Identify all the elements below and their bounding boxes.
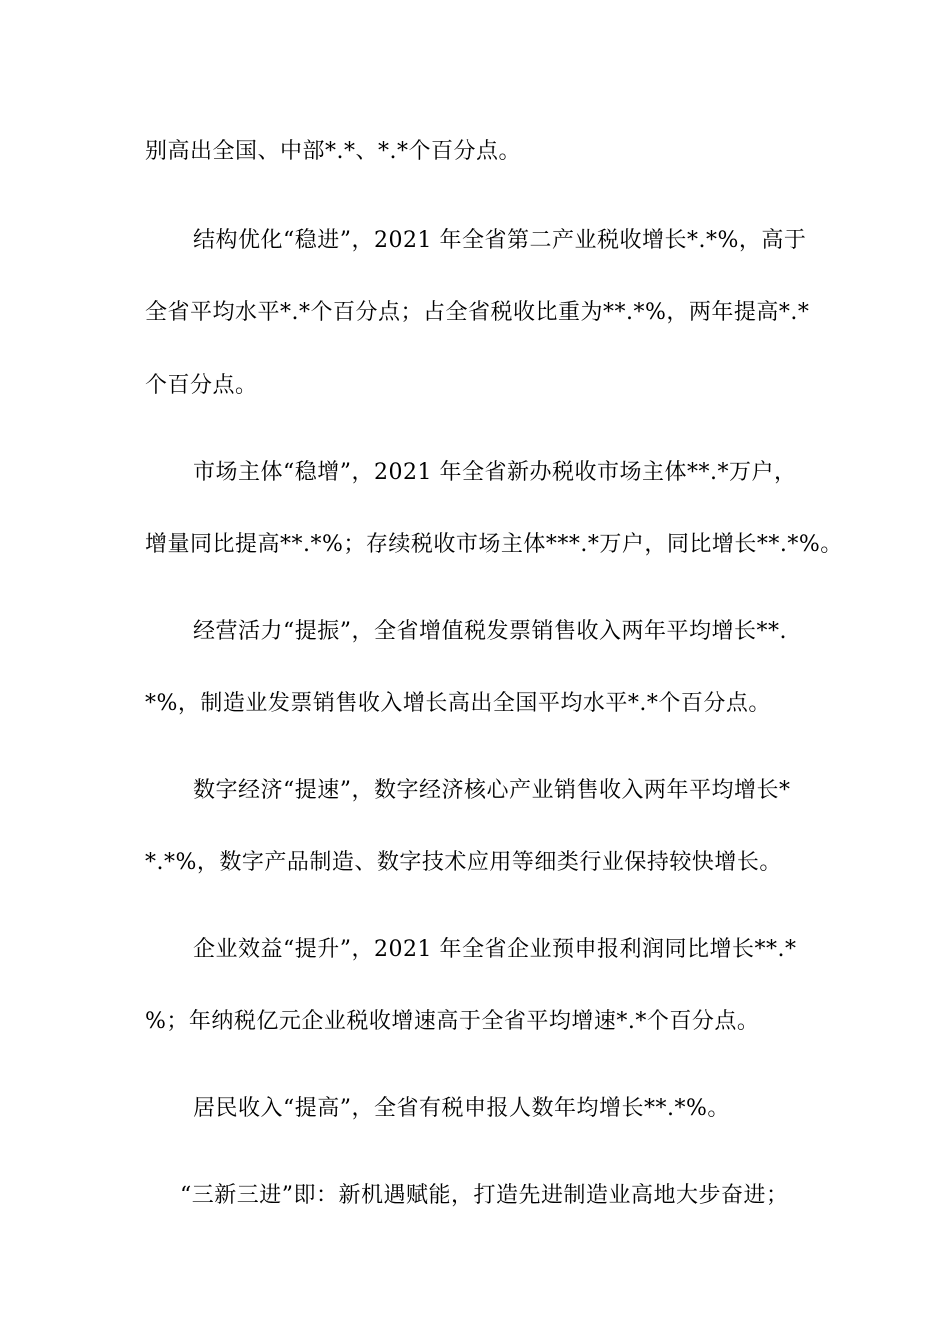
text-line-1: 别高出全国、中部*.*、*.*个百分点。 bbox=[145, 139, 521, 164]
text-line-6: 增量同比提高**.*%；存续税收市场主体***.*万户，同比增长**.*%。 bbox=[145, 532, 843, 557]
text-line-7: 经营活力“提振”，全省增值税发票销售收入两年平均增长**. bbox=[193, 619, 787, 644]
text-line-10: *.*%，数字产品制造、数字技术应用等细类行业保持较快增长。 bbox=[145, 850, 782, 875]
text-line-11: 企业效益“提升”，2021 年全省企业预申报利润同比增长**.* bbox=[193, 937, 797, 962]
text-line-5: 市场主体“稳增”，2021 年全省新办税收市场主体**.*万户， bbox=[193, 460, 797, 485]
text-line-8: *%，制造业发票销售收入增长高出全国平均水平*.*个百分点。 bbox=[145, 691, 771, 716]
text-line-2: 结构优化“稳进”，2021 年全省第二产业税收增长*.*%，高于 bbox=[193, 228, 807, 253]
text-line-12: %；年纳税亿元企业税收增速高于全省平均增速*.*个百分点。 bbox=[145, 1009, 760, 1034]
text-line-13: 居民收入“提高”，全省有税申报人数年均增长**.*%。 bbox=[193, 1096, 730, 1121]
text-line-4: 个百分点。 bbox=[145, 373, 258, 398]
text-line-9: 数字经济“提速”，数字经济核心产业销售收入两年平均增长* bbox=[193, 778, 791, 803]
text-line-14: “三新三进”即：新机遇赋能，打造先进制造业高地大步奋进； bbox=[180, 1183, 789, 1208]
text-line-3: 全省平均水平*.*个百分点；占全省税收比重为**.*%，两年提高*.* bbox=[145, 300, 810, 325]
